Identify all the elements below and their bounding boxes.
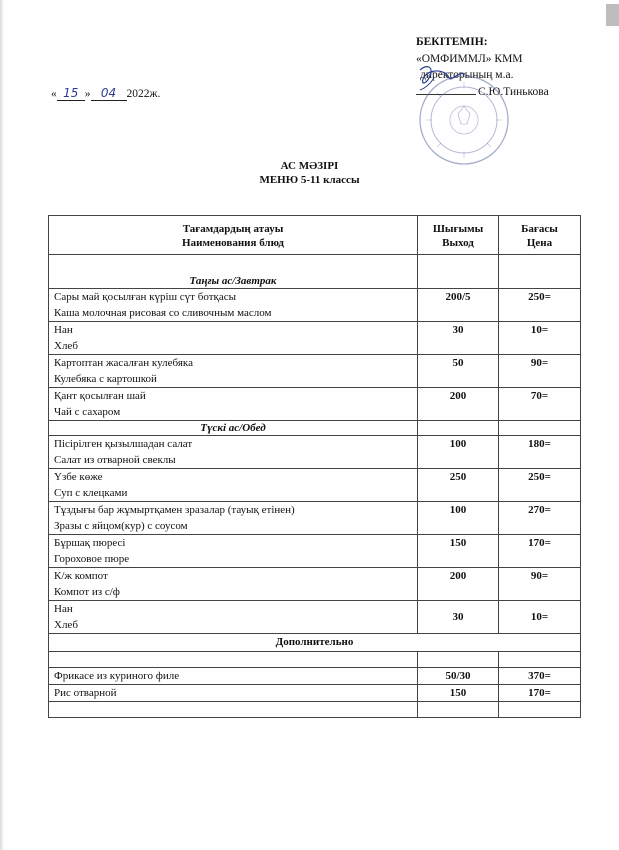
empty-cell — [49, 702, 418, 718]
dish-price: 270= — [499, 502, 581, 535]
dish-name-kz: Үзбе көже — [54, 471, 103, 483]
header-name-kz: Тағамдардың атауы — [182, 223, 284, 235]
section-row-breakfast — [49, 255, 581, 289]
dish-price: 250= — [499, 289, 581, 322]
dish-name-cell — [49, 601, 418, 634]
dish-output: 200 — [418, 388, 499, 421]
approval-role: директорының м.а. — [420, 69, 514, 81]
dish-name-cell — [49, 388, 418, 421]
menu-heading-kz: АС МӘЗІРІ — [280, 160, 339, 172]
dish-output: 50/30 — [418, 668, 499, 685]
dish-output: 100 — [418, 436, 499, 469]
table-row — [49, 601, 581, 634]
dish-name-ru: Хлеб — [54, 340, 78, 352]
dish-output: 200/5 — [418, 289, 499, 322]
date-year: 2022ж. — [126, 88, 161, 100]
header-name — [49, 216, 418, 255]
dish-price: 10= — [499, 322, 581, 355]
dish-price: 170= — [499, 685, 581, 702]
dish-price: 170= — [499, 535, 581, 568]
scan-corner-mark — [606, 4, 619, 26]
empty-cell — [418, 255, 499, 289]
menu-heading-ru: МЕНЮ 5-11 классы — [259, 174, 360, 186]
empty-cell — [49, 652, 418, 668]
table-row — [49, 502, 581, 535]
section-title-lunch: Түскі ас/Обед — [49, 421, 418, 436]
dish-name-kz: Тұздығы бар жұмыртқамен зразалар (тауық етінен) — [54, 504, 295, 516]
empty-cell — [499, 652, 581, 668]
spacer-row — [49, 652, 581, 668]
header-price-kz: Бағасы — [521, 223, 558, 235]
dish-name-kz: Пісірілген қызылшадан салат — [54, 438, 193, 450]
dish-name-kz: К/ж компот — [54, 570, 108, 582]
header-output-kz: Шығымы — [432, 223, 484, 235]
date-quote-open: « — [51, 88, 57, 100]
dish-name-ru: Чай с сахаром — [54, 406, 121, 418]
dish-name-ru: Хлеб — [54, 619, 78, 631]
section-title-breakfast: Таңғы ас/Завтрак — [49, 255, 418, 289]
dish-name-kz: Нан — [54, 324, 73, 336]
date-month: 04 — [91, 86, 127, 101]
extra-dish-name: Рис отварной — [49, 685, 418, 702]
section-title-extra: Дополнительно — [49, 634, 581, 652]
dish-name-cell — [49, 469, 418, 502]
empty-cell — [499, 702, 581, 718]
dish-name-ru: Салат из отварной свеклы — [54, 454, 176, 466]
dish-output: 50 — [418, 355, 499, 388]
table-row — [49, 355, 581, 388]
dish-price: 370= — [499, 668, 581, 685]
header-output-ru: Выход — [442, 237, 474, 249]
table-row — [49, 535, 581, 568]
dish-name-cell — [49, 436, 418, 469]
dish-price: 90= — [499, 355, 581, 388]
dish-name-cell — [49, 502, 418, 535]
table-row — [49, 322, 581, 355]
header-output — [418, 216, 499, 255]
dish-name-ru: Каша молочная рисовая со сливочным маслом — [54, 307, 272, 319]
dish-name-kz: Сары май қосылған күріш сүт ботқасы — [54, 291, 236, 303]
dish-name-kz: Картоптан жасалған кулебяка — [54, 357, 193, 369]
date-day: 15 — [57, 86, 85, 101]
empty-cell — [418, 421, 499, 436]
section-row-extra — [49, 634, 581, 652]
dish-output: 250 — [418, 469, 499, 502]
header-name-ru: Наименования блюд — [182, 237, 284, 249]
dish-name-kz: Нан — [54, 603, 73, 615]
dish-name-ru: Суп с клецками — [54, 487, 128, 499]
dish-price: 10= — [499, 601, 581, 634]
dish-name-ru: Кулебяка с картошкой — [54, 373, 157, 385]
table-row — [49, 685, 581, 702]
dish-name-cell — [49, 289, 418, 322]
dish-price: 70= — [499, 388, 581, 421]
table-row — [49, 568, 581, 601]
document-date — [51, 86, 160, 101]
header-price — [499, 216, 581, 255]
table-row — [49, 436, 581, 469]
empty-cell — [499, 421, 581, 436]
scan-edge-shadow — [0, 0, 4, 850]
dish-price: 90= — [499, 568, 581, 601]
dish-name-ru: Гороховое пюре — [54, 553, 130, 565]
empty-cell — [499, 255, 581, 289]
table-header-row — [49, 216, 581, 255]
official-stamp-icon — [406, 58, 516, 168]
dish-name-ru: Компот из с/ф — [54, 586, 120, 598]
dish-name-cell — [49, 568, 418, 601]
dish-name-ru: Зразы с яйцом(кур) с соусом — [54, 520, 188, 532]
dish-price: 180= — [499, 436, 581, 469]
dish-output: 30 — [418, 322, 499, 355]
table-row — [49, 388, 581, 421]
extra-dish-name: Фрикасе из куриного филе — [49, 668, 418, 685]
table-row — [49, 289, 581, 322]
dish-output: 200 — [418, 568, 499, 601]
dish-name-cell — [49, 535, 418, 568]
dish-name-cell — [49, 322, 418, 355]
spacer-row — [49, 702, 581, 718]
empty-cell — [418, 652, 499, 668]
dish-output: 100 — [418, 502, 499, 535]
section-row-lunch — [49, 421, 581, 436]
approval-title: БЕКІТЕМІН: — [416, 36, 488, 48]
header-price-ru: Цена — [526, 237, 553, 249]
dish-price: 250= — [499, 469, 581, 502]
table-row — [49, 668, 581, 685]
dish-name-kz: Бұршақ пюресі — [54, 537, 126, 549]
table-row — [49, 469, 581, 502]
approval-signer: С.Ю.Тинькова — [478, 85, 549, 98]
menu-table — [48, 215, 581, 718]
dish-name-kz: Қант қосылған шай — [54, 390, 146, 402]
dish-output: 150 — [418, 685, 499, 702]
approval-org: «ОМФИММЛ» КММ — [416, 52, 523, 65]
empty-cell — [418, 702, 499, 718]
dish-output: 150 — [418, 535, 499, 568]
date-quote-close: » — [84, 88, 91, 100]
dish-name-cell — [49, 355, 418, 388]
dish-output: 30 — [418, 601, 499, 634]
